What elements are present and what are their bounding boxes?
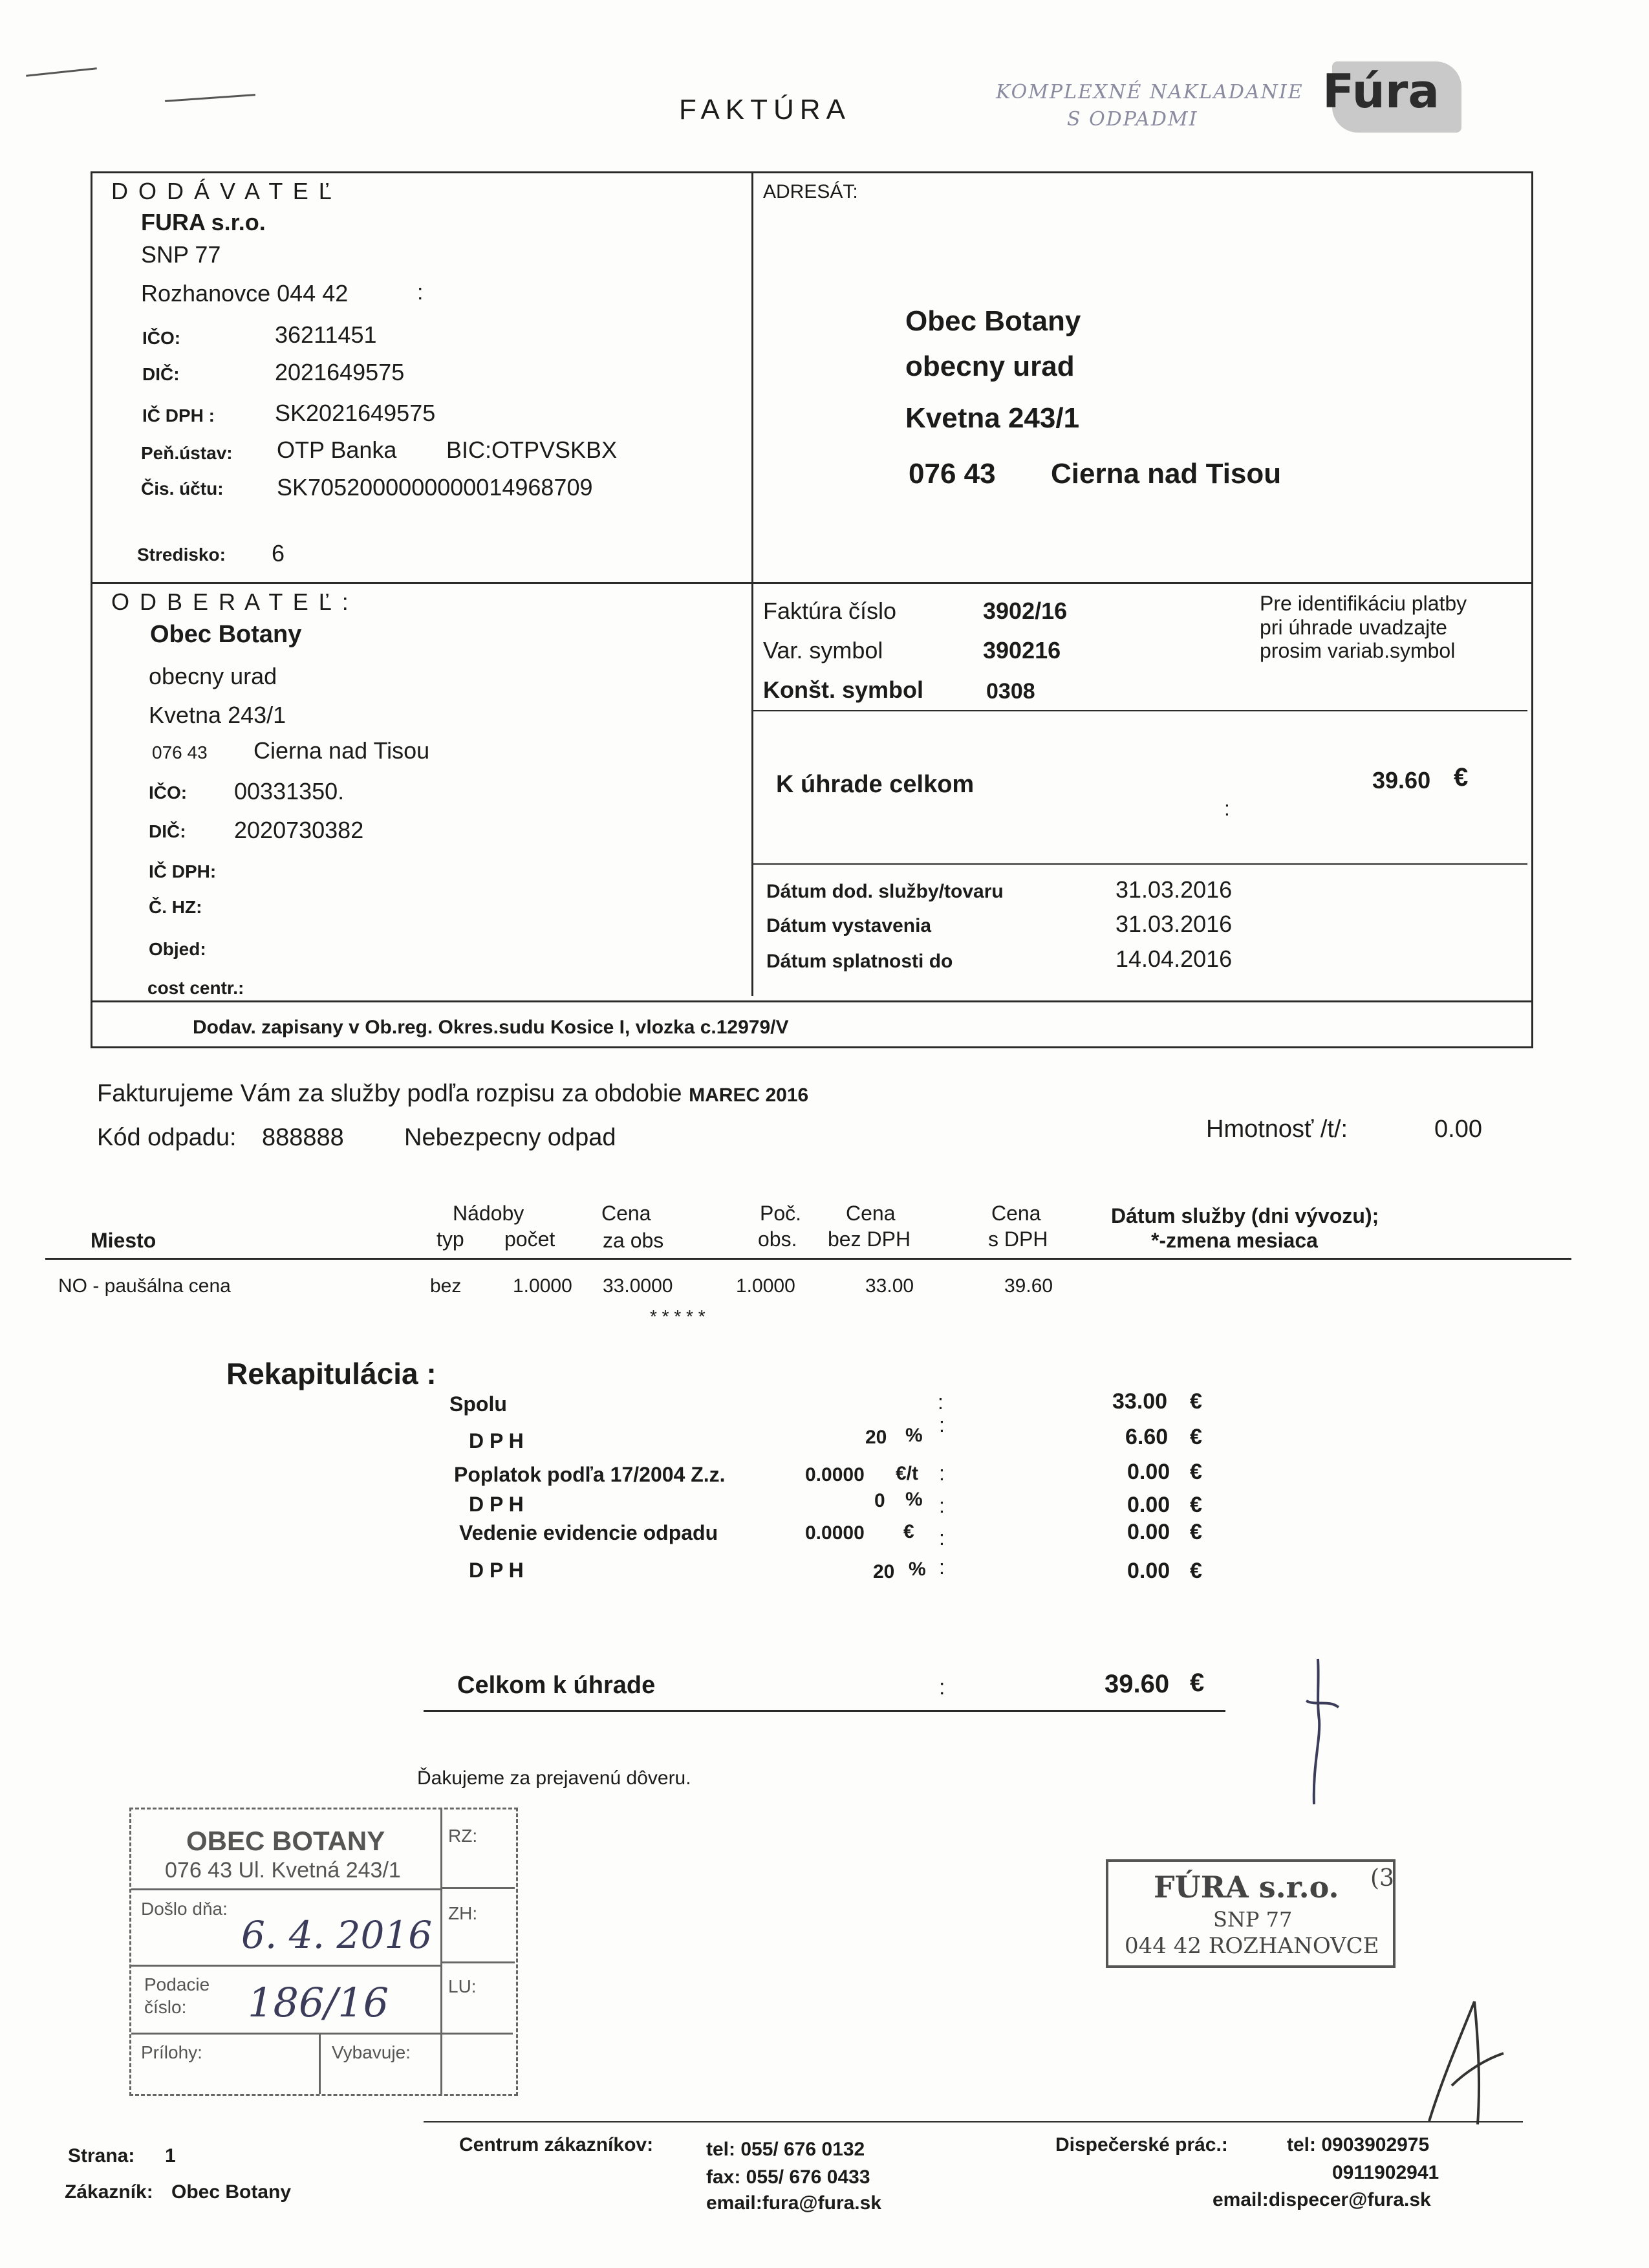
addressee-line3: Kvetna 243/1 — [905, 402, 1080, 434]
supplier-dic-label: DIČ: — [142, 364, 180, 384]
supplier-center: 6 — [272, 540, 285, 567]
footer-page-label: Strana: — [68, 2145, 135, 2166]
recap-label: D P H — [469, 1559, 524, 1582]
footer-dispatch-label: Dispečerské prác.: — [1055, 2134, 1228, 2155]
recap-currency: € — [1190, 1425, 1202, 1449]
recap-value: 0.00 — [1127, 1559, 1170, 1583]
stamp-company-name: FÚRA s.r.o. — [1154, 1870, 1339, 1905]
total-colon: : — [939, 1675, 945, 1700]
date-service: 31.03.2016 — [1116, 876, 1233, 903]
customer-street: Kvetna 243/1 — [149, 702, 286, 728]
currency-symbol: € — [1454, 763, 1469, 792]
col-price-dph: Cena — [991, 1202, 1041, 1225]
recap-value: 0.00 — [1127, 1520, 1170, 1544]
recap-label: Spolu — [449, 1392, 507, 1416]
recap-mid: 20 — [873, 1561, 895, 1582]
document-title: FAKTÚRA — [679, 94, 851, 125]
recap-label: D P H — [469, 1429, 524, 1453]
recap-mid: 0.0000 — [805, 1522, 865, 1544]
payment-note: prosim variab.symbol — [1260, 639, 1456, 662]
supplier-ico-label: IČO: — [142, 328, 181, 348]
supplier-street: SNP 77 — [141, 241, 221, 268]
col-service-date: Dátum služby (dni vývozu); — [1111, 1204, 1379, 1227]
supplier-bank-label: Peň.ústav: — [141, 443, 233, 463]
company-stamp — [1106, 1859, 1396, 1968]
stamp-lu: LU: — [448, 1976, 477, 1996]
customer-zip: 076 43 — [152, 742, 208, 762]
customer-line2: obecny urad — [149, 663, 277, 689]
col-per-removal: za obs — [603, 1229, 664, 1252]
col-count: počet — [504, 1227, 555, 1251]
recap-value: 6.60 — [1125, 1425, 1169, 1449]
customer-order-label: Objed: — [149, 939, 206, 959]
handwritten-mark — [1293, 1656, 1345, 1811]
invoice-number: 3902/16 — [983, 598, 1068, 624]
company-logo — [996, 61, 1468, 139]
col-type: typ — [436, 1227, 464, 1251]
footer-tel: tel: 055/ 676 0132 — [706, 2139, 865, 2160]
stamp-divider — [131, 2033, 513, 2035]
customer-icdph-label: IČ DPH: — [149, 861, 217, 881]
logo-brand: Fúra — [1322, 64, 1439, 118]
date-issue: 31.03.2016 — [1116, 911, 1233, 937]
supplier-city: Rozhanovce 044 42 — [141, 280, 349, 307]
supplier-account: SK7052000000000014968709 — [277, 474, 593, 501]
stamp-company-number: (3 — [1370, 1865, 1394, 1892]
col-containers: Nádoby — [453, 1202, 524, 1225]
customer-cost-label: cost centr.: — [147, 978, 244, 998]
var-symbol: 390216 — [983, 637, 1061, 664]
footer-dispatch-email: email:dispecer@fura.sk — [1212, 2189, 1431, 2210]
footer-email: email:fura@fura.sk — [706, 2192, 882, 2214]
col-price-dph: s DPH — [988, 1227, 1048, 1251]
date-service-label: Dátum dod. služby/tovaru — [766, 881, 1004, 902]
billing-intro-text: Fakturujeme Vám za služby podľa rozpisu za obdobie — [97, 1080, 682, 1107]
supplier-bank: OTP Banka — [277, 437, 397, 463]
billing-intro — [97, 1080, 808, 1108]
total-value: 39.60 — [1105, 1670, 1170, 1698]
register-note: Dodav. zapisany v Ob.reg. Okres.sudu Kosice I, vlozka c.12979/V — [193, 1017, 789, 1038]
col-removal-count: Poč. — [760, 1202, 802, 1225]
invoice-number-label: Faktúra číslo — [763, 598, 897, 624]
stamp-address: 076 43 Ul. Kvetná 243/1 — [165, 1858, 401, 1883]
recap-unit: % — [905, 1425, 923, 1446]
konst-symbol: 0308 — [986, 679, 1035, 704]
col-removal-count: obs. — [758, 1227, 797, 1251]
recap-value: 0.00 — [1127, 1493, 1170, 1517]
recap-value: 0.00 — [1127, 1460, 1170, 1484]
due-total-label: K úhrade celkom — [776, 771, 975, 798]
recap-label: Vedenie evidencie odpadu — [459, 1521, 718, 1544]
stamp-divider — [319, 2033, 321, 2094]
stamp-divider — [440, 1961, 515, 1963]
divider — [751, 710, 1527, 711]
waste-code: 888888 — [262, 1124, 344, 1151]
billing-period: MAREC 2016 — [689, 1085, 809, 1106]
supplier-heading: D O D Á V A T E Ľ — [111, 178, 334, 204]
recap-unit: % — [909, 1559, 926, 1580]
recap-currency: € — [1190, 1460, 1202, 1484]
recap-colon: : — [939, 1526, 945, 1550]
supplier-center-label: Stredisko: — [137, 545, 226, 565]
pen-mark — [26, 67, 97, 76]
konst-symbol-label: Konšt. symbol — [763, 676, 924, 703]
addressee-heading: ADRESÁT: — [763, 181, 858, 202]
recap-currency: € — [1190, 1389, 1202, 1414]
weight-label: Hmotnosť /t/: — [1206, 1116, 1348, 1143]
addressee-line2: obecny urad — [905, 351, 1075, 382]
payment-note: pri úhrade uvadzajte — [1260, 616, 1447, 639]
logo-slogan: KOMPLEXNÉ NAKLADANIE — [996, 81, 1304, 103]
total-rule — [424, 1710, 1225, 1712]
recap-colon: : — [939, 1462, 945, 1485]
divider — [91, 1000, 1531, 1002]
supplier-colon: : — [417, 280, 424, 305]
stamp-company-city: 044 42 ROZHANOVCE — [1125, 1933, 1379, 1959]
customer-dic: 2020730382 — [234, 817, 364, 843]
recap-heading: Rekapitulácia : — [226, 1357, 436, 1390]
customer-heading: O D B E R A T E Ľ : — [111, 589, 350, 615]
recap-colon: : — [939, 1413, 945, 1436]
stamp-divider — [131, 1965, 440, 1967]
recap-mid: 0.0000 — [805, 1464, 865, 1485]
row-place: NO - paušálna cena — [58, 1275, 231, 1297]
divider — [751, 863, 1527, 865]
recap-label: D P H — [469, 1493, 524, 1516]
signature — [1416, 1995, 1507, 2131]
supplier-ico: 36211451 — [275, 321, 377, 348]
recap-label: Poplatok podľa 17/2004 Z.z. — [454, 1463, 726, 1486]
customer-hz-label: Č. HZ: — [149, 897, 202, 917]
stamp-divider — [440, 1887, 515, 1889]
footer-fax: fax: 055/ 676 0433 — [706, 2166, 870, 2188]
payment-note: Pre identifikáciu platby — [1260, 592, 1467, 615]
addressee-zip: 076 43 — [909, 458, 996, 490]
colon: : — [1224, 797, 1230, 820]
recap-unit: % — [905, 1489, 923, 1510]
recap-mid: 20 — [865, 1427, 887, 1448]
col-service-date: *-zmena mesiaca — [1151, 1229, 1318, 1252]
stamp-zh: ZH: — [448, 1903, 478, 1923]
row-count: 1.0000 — [513, 1275, 572, 1297]
col-price-no-dph: bez DPH — [828, 1227, 911, 1251]
addressee-city: Cierna nad Tisou — [1051, 458, 1282, 490]
waste-type: Nebezpecny odpad — [404, 1124, 616, 1151]
row-no-dph: 33.00 — [865, 1275, 914, 1297]
stamp-received-label: Došlo dňa: — [141, 1899, 228, 1919]
stamp-rz: RZ: — [448, 1826, 478, 1846]
recap-currency: € — [1190, 1559, 1202, 1583]
stamp-divider — [131, 1888, 440, 1890]
recap-unit: €/t — [896, 1463, 919, 1484]
table-end-stars: * * * * * — [650, 1306, 706, 1326]
col-price-no-dph: Cena — [846, 1202, 896, 1225]
recap-colon: : — [939, 1555, 945, 1579]
footer-customer: Obec Botany — [171, 2181, 292, 2203]
date-due-label: Dátum splatnosti do — [766, 951, 953, 972]
recap-unit: € — [903, 1521, 914, 1542]
col-price: Cena — [601, 1202, 651, 1225]
customer-city: Cierna nad Tisou — [253, 737, 430, 764]
row-removals: 1.0000 — [736, 1275, 795, 1297]
customer-dic-label: DIČ: — [149, 821, 186, 841]
supplier-bic: BIC:OTPVSKBX — [446, 437, 618, 463]
var-symbol-label: Var. symbol — [763, 637, 883, 664]
row-type: bez — [430, 1275, 462, 1297]
date-issue-label: Dátum vystavenia — [766, 915, 932, 936]
footer-dispatch-tel: 0911902941 — [1332, 2162, 1439, 2183]
row-per-removal: 33.0000 — [603, 1275, 673, 1297]
supplier-icdph: SK2021649575 — [275, 400, 436, 426]
recap-currency: € — [1190, 1493, 1202, 1517]
footer-center-label: Centrum zákazníkov: — [459, 2134, 654, 2155]
table-header-rule — [45, 1258, 1571, 1260]
stamp-handler-label: Vybavuje: — [332, 2042, 411, 2062]
supplier-dic: 2021649575 — [275, 359, 405, 385]
pen-mark — [165, 94, 255, 102]
footer-customer-label: Zákazník: — [65, 2181, 153, 2203]
logo-slogan: S ODPADMI — [1067, 108, 1198, 131]
total-currency: € — [1190, 1669, 1205, 1697]
footer-dispatch-tel: tel: 0903902975 — [1287, 2134, 1430, 2155]
row-with-dph: 39.60 — [1004, 1275, 1053, 1297]
stamp-reg-label: Podacie — [144, 1974, 210, 1994]
recap-mid: 0 — [874, 1490, 885, 1511]
recap-colon: : — [939, 1494, 945, 1517]
total-label: Celkom k úhrade — [457, 1672, 656, 1699]
stamp-company-street: SNP 77 — [1213, 1907, 1293, 1932]
footer-page: 1 — [165, 2145, 176, 2166]
due-total: 39.60 — [1372, 767, 1431, 794]
customer-ico: 00331350. — [234, 778, 345, 805]
stamp-name: OBEC BOTANY — [186, 1826, 385, 1856]
stamp-reg-number: 186/16 — [248, 1979, 389, 2026]
addressee-line1: Obec Botany — [905, 305, 1081, 337]
weight: 0.00 — [1434, 1116, 1482, 1143]
stamp-reg-label: číslo: — [144, 1997, 187, 2017]
recap-colon: : — [938, 1390, 943, 1414]
stamp-attach-label: Prílohy: — [141, 2042, 202, 2062]
received-stamp — [129, 1808, 518, 2096]
stamp-received-date: 6. 4. 2016 — [241, 1913, 433, 1957]
customer-name: Obec Botany — [150, 621, 302, 648]
recap-value: 33.00 — [1112, 1389, 1168, 1414]
supplier-name: FURA s.r.o. — [141, 209, 266, 235]
supplier-icdph-label: IČ DPH : — [142, 405, 215, 426]
footer-rule — [424, 2121, 1523, 2122]
divider — [91, 582, 1531, 584]
supplier-account-label: Čis. účtu: — [141, 479, 224, 499]
waste-code-label: Kód odpadu: — [97, 1124, 237, 1151]
col-place: Miesto — [91, 1229, 156, 1252]
thanks-note: Ďakujeme za prejavenú dôveru. — [417, 1767, 691, 1789]
date-due: 14.04.2016 — [1116, 945, 1233, 972]
recap-currency: € — [1190, 1520, 1202, 1544]
customer-ico-label: IČO: — [149, 783, 188, 803]
